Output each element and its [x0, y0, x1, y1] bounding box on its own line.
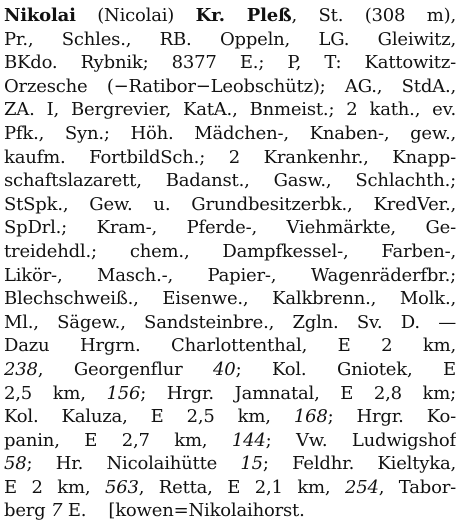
entry-headword: Nikolai [4, 5, 76, 26]
entry-line [4, 216, 456, 240]
entry-line [4, 4, 456, 28]
text-segment: , Tabor- [378, 476, 456, 498]
entry-line [4, 75, 456, 99]
text-segment: Kol. Kaluza, E 2,5 km, [4, 406, 294, 428]
text-segment: Pfk., Syn.; Höh. Mädchen-, Knaben-, gew., [4, 122, 456, 144]
text-segment: , St. (308 m), [291, 5, 456, 26]
population-number: 238 [4, 358, 38, 380]
entry-line [4, 28, 456, 52]
population-number: 7 [51, 500, 63, 522]
text-segment: , Retta, E 2,1 km, [138, 476, 345, 498]
population-number: 156 [106, 382, 141, 404]
text-segment: ; Hr. Nicolaihütte [26, 453, 241, 475]
entry-line [4, 405, 456, 429]
text-segment: SpDrl.; Kram-, Pferde-, Viehmärkte, Ge- [4, 217, 456, 239]
entry-line [4, 334, 456, 358]
text-segment: ; Vw. Ludwigshof [265, 429, 456, 451]
text-segment: ; Hrgr. Ko- [327, 406, 456, 428]
population-number: 15 [240, 453, 263, 475]
text-segment: Blechschweiß., Eisenwe., Kalkbrenn., Molk., [4, 288, 456, 310]
entry-line [4, 146, 456, 170]
text-segment: ; Kol. Gniotek, E [235, 358, 456, 380]
entry-line [4, 287, 456, 311]
text-segment: ; Hrgr. Jamnatal, E 2,8 km; [140, 382, 456, 404]
population-number: 254 [344, 476, 379, 498]
entry-line [4, 169, 456, 193]
entry-line [4, 382, 456, 406]
population-number: 168 [293, 406, 328, 428]
entry-line [4, 193, 456, 217]
text-segment: kaufm. FortbildSch.; 2 Krankenhr., Knapp- [4, 146, 456, 168]
entry-line [4, 476, 456, 500]
population-number: 563 [104, 476, 139, 498]
entry-line [4, 499, 456, 523]
population-number: 40 [213, 358, 236, 380]
entry-line [4, 98, 456, 122]
text-segment: Pr., Schles., RB. Oppeln, LG. Gleiwitz, [4, 28, 456, 50]
text-segment: Likör-, Masch.-, Papier-, Wagenräderfbr.; [4, 264, 456, 286]
text-segment: E. [kowen=Nikolaihorst. [62, 500, 305, 522]
text-segment: ; Feldhr. Kieltyka, [262, 453, 456, 475]
text-segment: (Nicolai) [75, 5, 196, 26]
entry-line [4, 264, 456, 288]
text-segment: Ml., Sägew., Sandsteinbre., Zgln. Sv. D. — [4, 311, 456, 333]
gazetteer-entry-nikolai [4, 4, 456, 523]
text-segment: treidehdl.; chem., Dampfkessel-, Farben-, [4, 240, 456, 262]
text-segment: BKdo. Rybnik; 8377 E.; P, T: Kattowitz- [4, 52, 456, 74]
population-number: 144 [231, 429, 266, 451]
text-segment: StSpk., Gew. u. Grundbesitzerbk., KredVer., [4, 193, 456, 215]
district-abbrev: Kr. Pleß [195, 5, 292, 26]
text-segment: panin, E 2,7 km, [4, 429, 232, 451]
entry-line [4, 51, 456, 75]
entry-line [4, 122, 456, 146]
text-segment: berg [4, 500, 52, 522]
population-number: 58 [4, 453, 27, 475]
entry-line [4, 240, 456, 264]
text-segment: , Georgenflur [37, 358, 214, 380]
text-segment: schaftslazarett, Badanst., Gasw., Schlachth.; [4, 170, 456, 192]
entry-line [4, 452, 456, 476]
entry-line [4, 311, 456, 335]
text-segment: E 2 km, [4, 476, 105, 498]
entry-line [4, 358, 456, 382]
text-segment: Orzesche (−Ratibor−Leobschütz); AG., StdA., [4, 75, 456, 97]
text-segment: 2,5 km, [4, 382, 107, 404]
text-segment: Dazu Hrgrn. Charlottenthal, E 2 km, [4, 335, 456, 357]
text-segment: ZA. I, Bergrevier, KatA., Bnmeist.; 2 kath., ev. [4, 99, 456, 121]
entry-line [4, 429, 456, 453]
